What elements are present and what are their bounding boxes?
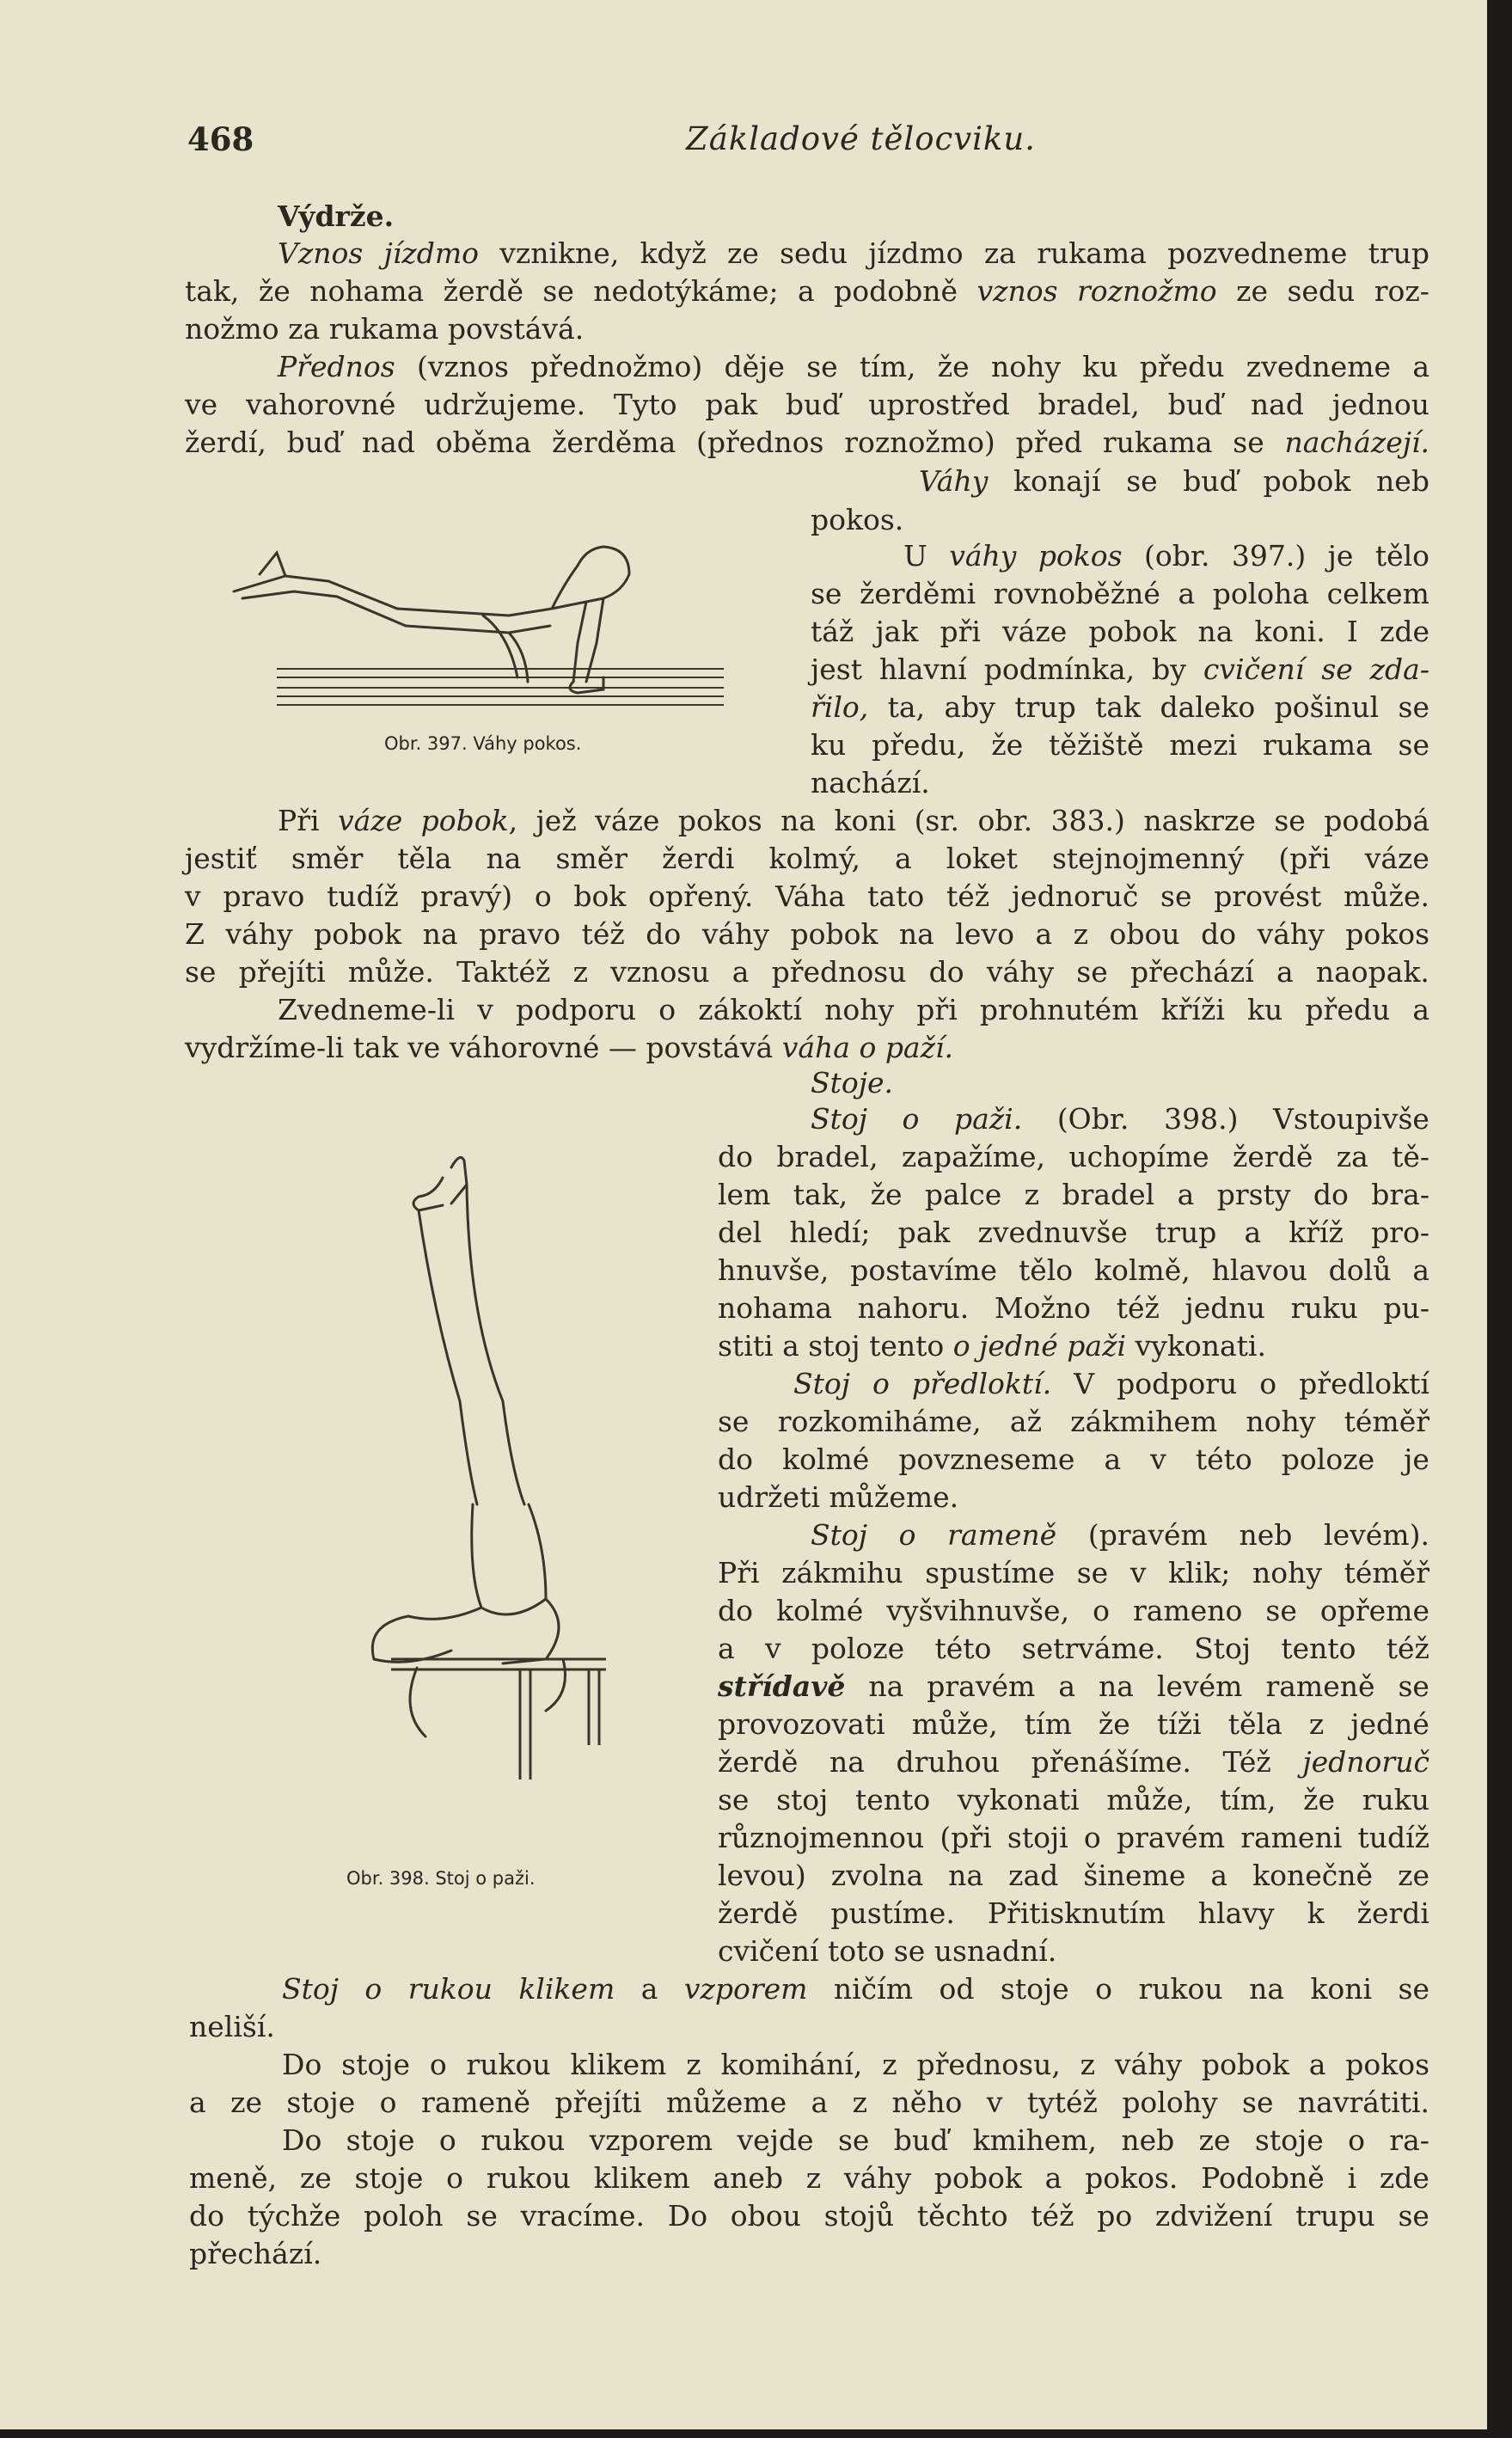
text-line: žerdí, buď nad oběma žerděma (přednos roznožmo) před rukama se nacházejí. — [185, 426, 1430, 459]
text-line: jestiť směr těla na směr žerdi kolmý, a loket stejnojmenný (při váze — [185, 842, 1429, 875]
text-line: cvičení toto se usnadní. — [718, 1934, 1057, 1968]
text-line: del hledí; pak zvednuvše trup a kříž pro- — [718, 1216, 1429, 1249]
text-line: do týchže poloh se vracíme. Do obou stojů těchto též po zdvižení trupu se — [189, 2199, 1429, 2233]
text-line: pokos. — [811, 503, 904, 536]
page-number: 468 — [187, 120, 254, 158]
text-line: Stoj o předloktí. V podporu o předloktí — [793, 1367, 1429, 1400]
text-line: se stoj tento vykonati může, tím, že ruku — [718, 1783, 1429, 1816]
text-line: udržeti můžeme. — [718, 1480, 959, 1514]
text-line: žerdě pustíme. Přitisknutím hlavy k žerdi — [718, 1896, 1429, 1930]
text-line: do kolmé povzneseme a v této poloze je — [718, 1443, 1429, 1476]
figure-398-caption: Obr. 398. Stoj o paži. — [346, 1868, 536, 1889]
page-header — [187, 120, 1434, 172]
text-line: lem tak, že palce z bradel a prsty do bra- — [718, 1178, 1429, 1211]
text-line: do kolmé vyšvihnuvše, o rameno se opřeme — [718, 1594, 1429, 1627]
text-line: hnuvše, postavíme tělo kolmě, hlavou dolů a — [718, 1253, 1430, 1287]
text-line: ku předu, že těžiště mezi rukama se — [811, 728, 1429, 762]
figure-397-illustration — [225, 505, 741, 729]
text-line: U váhy pokos (obr. 397.) je tělo — [903, 539, 1430, 573]
text-line: se přejíti může. Taktéž z vznosu a přednosu do váhy se přechází a naopak. — [185, 955, 1429, 989]
text-line: tak, že nohama žerdě se nedotýkáme; a podobně vznos roznožmo ze sedu roz- — [185, 274, 1429, 308]
text-line: vydržíme-li tak ve váhorovné — povstává váha o paží. — [185, 1031, 954, 1064]
text-line: různojmennou (při stoji o pravém rameni tudíž — [718, 1821, 1430, 1854]
text-line: se rozkomiháme, až zákmihem nohy téměř — [718, 1405, 1430, 1438]
text-line: Váhy konají se buď pobok neb — [919, 464, 1429, 498]
text-line: stiti a stoj tento o jedné paži vykonati. — [718, 1329, 1266, 1363]
text-line: Výdrže. — [278, 199, 395, 233]
text-line: Stoj o rukou klikem a vzporem ničím od stoje o rukou na koni se — [282, 1972, 1430, 2006]
text-line: řilo, ta, aby trup tak daleko pošinul se — [811, 690, 1429, 724]
text-line: Do stoje o rukou vzporem vejde se buď kmihem, neb ze stoje o ra- — [282, 2123, 1429, 2157]
text-line: a ze stoje o rameně přejíti můžeme a z něho v tytéž polohy se navrátiti. — [189, 2086, 1430, 2119]
text-line: Stoj o paži. (Obr. 398.) Vstoupivše — [811, 1102, 1429, 1136]
text-line: Přednos (vznos přednožmo) děje se tím, že nohy ku předu zvedneme a — [278, 350, 1430, 383]
text-line: Do stoje o rukou klikem z komihání, z přednosu, z váhy pobok a pokos — [282, 2048, 1430, 2081]
text-line: Vznos jízdmo vznikne, když ze sedu jízdmo za rukama pozvedneme trup — [278, 236, 1430, 270]
text-line: neliší. — [189, 2010, 275, 2043]
text-line: levou) zvolna na zad šineme a konečně ze — [718, 1859, 1429, 1892]
figure-397-caption: Obr. 397. Váhy pokos. — [384, 733, 582, 754]
text-line: meně, ze stoje o rukou klikem aneb z váhy pobok a pokos. Podobně i zde — [189, 2161, 1429, 2195]
text-line: se žerděmi rovnoběžné a poloha celkem — [811, 577, 1429, 610]
text-line: do bradel, zapažíme, uchopíme žerdě za tě- — [718, 1140, 1430, 1173]
text-line: a v poloze této setrváme. Stoj tento též — [718, 1632, 1429, 1665]
text-line: v pravo tudíž pravý) o bok opřený. Váha tato též jednoruč se provést může. — [185, 879, 1429, 913]
running-title: Základové tělocviku. — [686, 120, 1036, 157]
text-line: přechází. — [189, 2237, 322, 2270]
text-line: jest hlavní podmínka, by cvičení se zda- — [811, 652, 1430, 686]
text-line: Z váhy pobok na pravo též do váhy pobok na levo a z obou do váhy pokos — [185, 917, 1430, 951]
text-line: nachází. — [811, 766, 930, 799]
text-line: žerdě na druhou přenášíme. Též jednoruč — [718, 1745, 1429, 1779]
text-line: táž jak při váze pobok na koni. I zde — [811, 615, 1429, 648]
text-line: Stoj o rameně (pravém neb levém). — [811, 1518, 1429, 1552]
text-line: Zvedneme-li v podporu o zákoktí nohy při prohnutém kříži ku předu a — [278, 993, 1430, 1026]
text-line: nožmo za rukama povstává. — [185, 312, 585, 346]
text-line: nohama nahoru. Možno též jednu ruku pu- — [718, 1291, 1430, 1325]
figure-398-illustration — [340, 1143, 658, 1797]
text-line: ve vahorovné udržujeme. Tyto pak buď uprostřed bradel, buď nad jednou — [185, 388, 1429, 421]
text-line: Při váze pobok, jež váze pokos na koni (sr. obr. 383.) naskrze se podobá — [278, 804, 1430, 837]
text-line: Stoje. — [811, 1066, 893, 1100]
text-line: provozovati může, tím že tíži těla z jedné — [718, 1707, 1429, 1741]
text-line: střídavě na pravém a na levém rameně se — [718, 1669, 1429, 1703]
text-line: Při zákmihu spustíme se v klik; nohy téměř — [718, 1556, 1430, 1590]
